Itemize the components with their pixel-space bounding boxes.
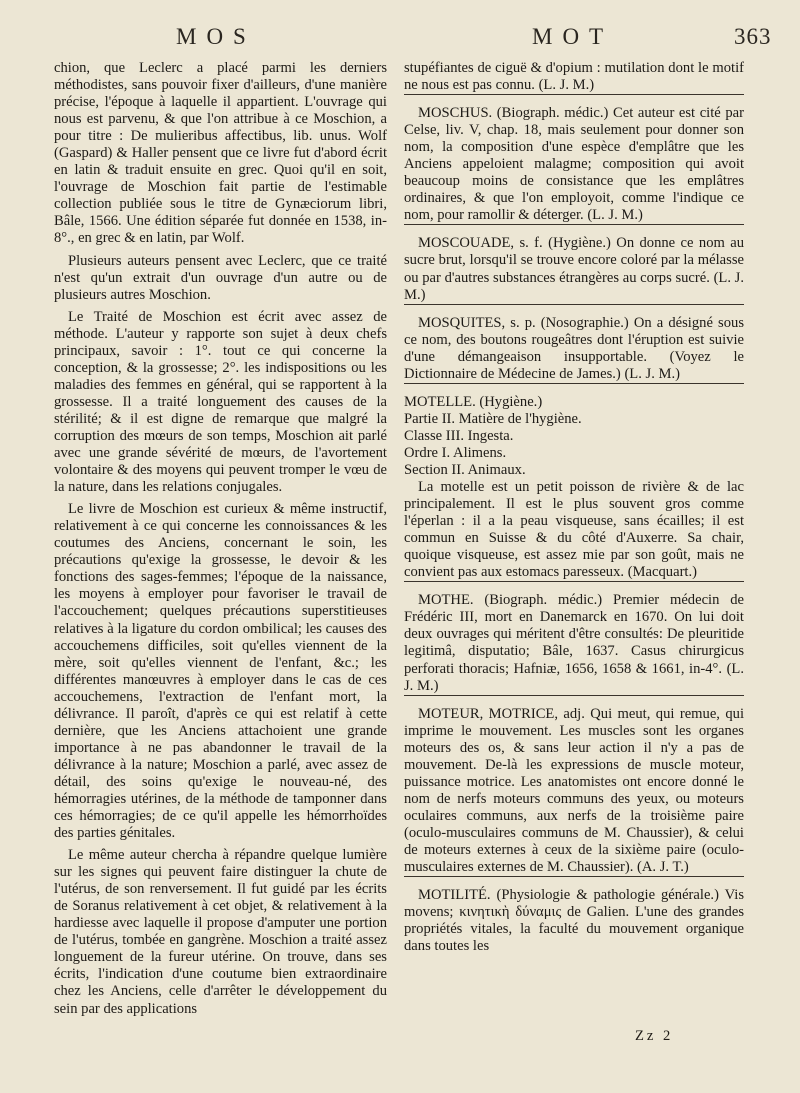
- entry-mothe: MOTHE. (Biograph. médic.) Premier médecin de Frédéric III, mort en Danemarck en 1670. On lui doit deux ouvrages qui méritent d'être consultés: De pleuritide legitimâ, disputatio; Bâle, 1637. Casus chirurgicus perforati thoracis; Hafniæ, 1656, 1658 & 1661, in-4°. (L. J. M.): [404, 592, 744, 695]
- running-head-left: MOS: [176, 24, 256, 49]
- entry-motelle-body: La motelle est un petit poisson de rivière & de lac principalement. Il est le plus souvent gros comme l'éperlan : il a la peau visqueuse, sans écailles; il est commun en Suisse & du côté d'Auxerre. Sa chair, quoique visqueuse, est assez mie par son goût, mais ne convient pas aux estomacs paresseux. (Macquart.): [404, 479, 744, 582]
- signature-mark: Zz 2: [635, 1028, 674, 1044]
- paragraph: Plusieurs auteurs pensent avec Leclerc, que ce traité n'est qu'un extrait d'un ouvrage d'un autre ou de plusieurs autres Moschion.: [54, 252, 387, 303]
- entry-moschus: MOSCHUS. (Biograph. médic.) Cet auteur est cité par Celse, liv. V, chap. 18, mais seulement pour donner son nom, la composition d'une espèce d'emplâtre que les Anciens appeloient malagme; composition qui avoit beaucoup moins de consistance que les emplâtres ordinaires, & que l'on employoit, comme l'indique ce nom, pour ramollir & déterger. (L. J. M.): [404, 105, 744, 225]
- running-head-right: MOT: [532, 24, 614, 49]
- paragraph: Le livre de Moschion est curieux & même instructif, relativement à ce qui concerne les connoissances & les coutumes des Anciens, concernant le soin, les précautions qu'exige la grossesse, le devoir & les fonctions des sages-femmes; l'époque de la naissance, les moyens à employer pour favoriser le travail de l'accouchement; quelques précautions superstitieuses relatives à la ligature du cordon ombilical; les causes des accouchemens difficiles, soit qu'elles viennent de la mère, soit qu'elles viennent de l'enfant, &c.; les différentes manœuvres à employer dans le cas de ces accouchemens, l'extraction de l'enfant mort, la délivrance. Il paroît, d'après ce qui est relatif à cette dernière, que les Anciens attachoient une grande importance à ne pas abandonner le travail de la délivrance à la nature; Moschion a parlé, avec assez de détail, des soins qu'exige le nouveau-né, des hémorragies utérines, de la méthode de tamponner dans ces hémorragies; de ce qu'il appelle les hémorrhoïdes des parties génitales.: [54, 501, 387, 842]
- classification-line: Ordre I. Alimens.: [404, 444, 507, 461]
- left-column: [54, 60, 387, 1023]
- entry-motilite: MOTILITÉ. (Physiologie & pathologie générale.) Vis movens; κινητικὴ δύναμις de Galien. L'une des grandes propriétés vitales, la faculté du mouvement organique dans toutes les: [404, 887, 744, 955]
- entry-motelle-title: MOTELLE. (Hygiène.): [404, 393, 543, 410]
- paragraph: stupéfiantes de ciguë & d'opium : mutilation dont le motif ne nous est pas connu. (L. J. M.): [404, 60, 744, 95]
- classification-line: Classe III. Ingesta.: [404, 427, 514, 444]
- entry-mosquites: MOSQUITES, s. p. (Nosographie.) On a désigné sous ce nom, des boutons rougeâtres dont l'éruption est suivie d'une démangeaison insupportable. (Voyez le Dictionnaire de Médecine de James.) (L. J. M.): [404, 315, 744, 384]
- page-number: 363: [734, 24, 772, 49]
- entry-moteur: MOTEUR, MOTRICE, adj. Qui meut, qui remue, qui imprime le mouvement. Les muscles sont les organes moteurs des os, & sans leur action il n'y a pas de mouvement. De-là les expressions de muscle moteur, puissance motrice. Les anatomistes ont encore donné le nom de nerfs moteurs communs des yeux, ou moteurs oculaires communs, aux nerfs de la troisième paire (oculo-musculaires communs de M. Chaussier), & celui de moteurs externes à ceux de la sixième paire (oculo-musculaires externes de M. Chaussier). (A. J. T.): [404, 706, 744, 877]
- paragraph: Le même auteur chercha à répandre quelque lumière sur les signes qui peuvent faire distinguer la chute de l'utérus, de son renversement. Il fut guidé par les écrits de Soranus relativement à cet objet, & relativement à la hardiesse avec laquelle il propose d'amputer une portion de l'utérus, tombée en gangrène. Moschion a traité assez longuement de la fureur utérine. On trouve, dans ses écrits, l'indication d'une coutume bien extraordinaire chez les Anciens, celle d'arrêter le développement du sein par des applications: [54, 847, 387, 1017]
- classification-line: Partie II. Matière de l'hygiène.: [404, 410, 582, 427]
- entry-moscouade: MOSCOUADE, s. f. (Hygiène.) On donne ce nom au sucre brut, lorsqu'il se trouve encore coloré par la mélasse ou par d'autres substances étrangères au corps sucré. (L. J. M.): [404, 235, 744, 304]
- paragraph: Le Traité de Moschion est écrit avec assez de méthode. L'auteur y rapporte son sujet à deux chefs principaux, savoir : 1°. tout ce qui concerne la conception, & la grossesse; 2°. les indispositions ou les maladies des femmes en général, qui se rapportent à la grossesse. Il a traité longuement des causes de la stérilité; & il est digne de remarque que malgré la corruption des mœurs de son temps, Moschion ait parlé avec une grande sévérité de mœurs, de l'avortement volontaire & des moyens qui peuvent tromper le vœu de la nature, dans les relations conjugales.: [54, 308, 387, 496]
- paragraph: chion, que Leclerc a placé parmi les derniers méthodistes, sans pouvoir fixer d'ailleurs, d'une manière précise, l'époque à laquelle il appartient. L'ouvrage qui nous est parvenu, & que l'on attribue à ce Moschion, a pour titre : De mulieribus affectibus, lib. unus. Wolf (Gaspard) & Haller pensent que ce livre fut d'abord écrit en latin & traduit ensuite en grec. Quoi qu'il en soit, l'ouvrage de Moschion fait partie de l'estimable collection publiée sous le titre de Gynæciorum libri, Bâle, 1566. Une édition séparée fut donnée en 1538, in-8°., en grec & en latin, par Wolf.: [54, 60, 387, 247]
- classification-line: Section II. Animaux.: [404, 461, 526, 478]
- right-column: [404, 60, 744, 960]
